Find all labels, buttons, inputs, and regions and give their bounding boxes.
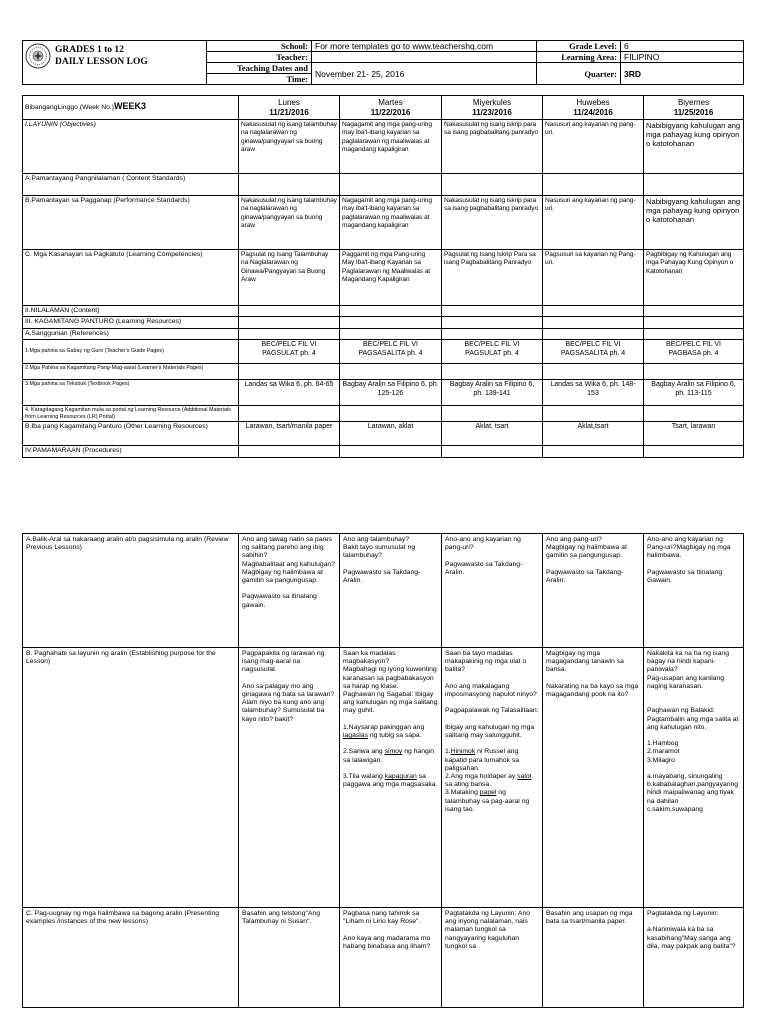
empty-cell xyxy=(644,306,744,317)
review-cell: Ano-ano ang kayarian ng pang-uri? Pagwawasto sa Takdang-Aralin. xyxy=(442,534,543,648)
lm-label: 2.Mga Pahina sa Kagamitang Pang-Mag-aaral (Learner's Materials Pages) xyxy=(23,364,239,380)
content-standards-label: A.Pamantayang Pangnilalaman ( Content Standards) xyxy=(23,174,239,196)
day-date: 11/25/2016 xyxy=(673,107,714,117)
empty-cell xyxy=(340,306,442,317)
area-label: Learning Area: xyxy=(537,52,621,63)
teacher-value xyxy=(312,52,537,63)
objective-cell: Nakasusulat ng isang talambuhay na naglalarawan ng ginawa/pangyayari sa buong araw xyxy=(239,120,340,174)
references-label: A.Sanggunian (References) xyxy=(23,328,239,339)
competency-cell: Paggamit ng mga Pang-uring May Iba't-ibang Kayarian sa Paglalarawan ng Maaliwalas at Magandang Kapaligiran xyxy=(340,250,442,306)
empty-cell xyxy=(442,306,543,317)
purpose-text: Saan ba tayo madalas makapakinig ng mga ulat o balita? Ano ang makalagang imposmasyong napulot ninyo? Pagpapalawak ng Talasalitaan: Ibigay ang kahulugan ng mga salitang may salungguhit. 1. xyxy=(445,650,539,756)
competency-cell: Pagsulat ng Isang Talambuhay na Naglalarawan ng Ginawa/Pangyayari sa Buong Araw xyxy=(239,250,340,306)
purpose-text: Saan ka madalas magbakasyon? Magbahagi ng iyong kuwenting karanasan sa pagbabakasyon sa harap ng klase. Paghawan ng Sagabal: Ibigay ang kahulugan ng mga salitang may guhit. 1.Naysarap pakinggan ang xyxy=(343,650,438,731)
review-cell: Ano ang pang-uri? Magbigay ng halimbawa at gamitin sa pangungusap. Pagwawasto sa Takdang-Aralin. xyxy=(543,534,644,648)
other-resource-cell: Larawan, aklat xyxy=(340,422,442,446)
grade-label: Grade Level: xyxy=(537,41,621,52)
day-header xyxy=(340,96,442,120)
purpose-text: sa ating bansa. 3.Malaking xyxy=(445,781,492,797)
review-cell: Ano-ano ang kayarian ng Pang-uri?Magbigay ng mga halimbawa. Pagwawasto sa Itinalang Gawain. xyxy=(644,534,744,648)
competency-cell: Pagbibigay ng Kahulugan ang mga Pahayag Kung Opinyon o Katotohanan xyxy=(644,250,744,306)
procedures-label: IV.PAMAMARAAN (Procedures) xyxy=(23,446,239,457)
day-date: 11/21/2016 xyxy=(269,107,309,117)
objective-cell: Nagagamit ang mga pang-uring may iba't-ibang kayarian sa paglalarawan ng maaliwalas at magandang kapaligiran xyxy=(340,120,442,174)
empty-cell xyxy=(340,406,442,422)
day-name: Martes xyxy=(378,98,403,107)
objective-cell: Nakasusulat ng isang iskrip para sa isang pagbabalitang panradyo xyxy=(442,120,543,174)
empty-cell xyxy=(239,364,340,380)
empty-cell xyxy=(543,406,644,422)
day-header xyxy=(442,96,543,120)
other-resource-cell: Aklat,tsart xyxy=(543,422,644,446)
day-header xyxy=(644,96,744,120)
area-value: FILIPINO xyxy=(621,52,744,63)
procedures-table xyxy=(22,533,744,1008)
day-name: Biyernes xyxy=(677,98,710,107)
underlined-word: Hinimok xyxy=(450,748,476,756)
grade-value: 6 xyxy=(621,41,744,52)
week-number: WEEK3 xyxy=(114,101,147,112)
empty-cell xyxy=(543,446,644,457)
title-line1: GRADES 1 to 12 xyxy=(55,45,124,55)
underlined-word: kapaguran xyxy=(384,773,417,781)
tg-label: 1.Mga pahina sa Gabay ng Guro (Teacher's Guide Pages) xyxy=(23,340,239,364)
empty-cell xyxy=(340,317,442,328)
purpose-cell xyxy=(442,648,543,908)
empty-cell xyxy=(543,328,644,339)
empty-cell xyxy=(340,328,442,339)
empty-cell xyxy=(442,446,543,457)
school-value: For more templates go to www.teachershq.com xyxy=(312,41,537,52)
purpose-cell xyxy=(340,648,442,908)
purpose-text: ng tubig sa sapa. 2.Sariwa ang xyxy=(343,732,422,756)
deped-seal-icon xyxy=(25,43,51,69)
underlined-word: simoy xyxy=(384,748,403,756)
examples-cell: Pagtatakda ng Layunin: Ano ang inyong nalalaman, nais malaman tungkol sa nangyayaring kaguluhan tungkol sa xyxy=(442,908,543,1008)
school-label: School: xyxy=(207,41,312,52)
performance-cell: Nabibigyang kahulugan ang mga pahayag kung opinyon o katotohanan xyxy=(644,196,744,250)
empty-cell xyxy=(644,174,744,196)
teacher-label: Teacher: xyxy=(207,52,312,63)
tg-cell: BEC/PELC FIL VI PAGSULAT ph. 4 xyxy=(442,340,543,364)
empty-cell xyxy=(442,174,543,196)
competency-cell: Pagsusuri sa kayarian ng Pang-uri. xyxy=(543,250,644,306)
empty-cell xyxy=(340,446,442,457)
empty-cell xyxy=(239,174,340,196)
empty-cell xyxy=(239,406,340,422)
tg-cell: BEC/PELC FIL VI PAGSASALITA ph. 4 xyxy=(340,340,442,364)
purpose-text: ng talambuhay sa pag-aaral ng isang tao. xyxy=(445,789,530,813)
empty-cell xyxy=(340,364,442,380)
dates-value: November 21- 25, 2016 xyxy=(312,63,537,85)
empty-cell xyxy=(442,364,543,380)
empty-cell xyxy=(644,317,744,328)
textbook-label: 3.Mga pahina sa Teksbuk (Textbook Pages) xyxy=(23,380,239,406)
underlined-word: salot xyxy=(517,773,532,781)
empty-cell xyxy=(442,328,543,339)
objective-cell: Nasusuri ang kayarian ng pang-uri. xyxy=(543,120,644,174)
day-name: Huwebes xyxy=(576,98,610,107)
underlined-word: lagaslas xyxy=(343,732,368,740)
purpose-cell: Nakakita ka na ba ng isang bagay na hindi kapani-paniwala? Pag-usapan ang kanilang naging karanasan. Paghawan ng Balakid: Pagtambalin ang mga salita at ang kahulugan nito. 1.Hambog 2.maramot 3.Milagro a.mayabang, sinungaling b.kababalaghan,pangyayaring hindi maipaliwanag ang tiyak na dahilan c.sakim,suwapang xyxy=(644,648,744,908)
review-cell: Ano ang talambuhay? Bakit tayo sumusulat ng talambuhay? Pagwawasto sa Takdang-Aralin. xyxy=(340,534,442,648)
underlined-word: papel xyxy=(479,789,497,797)
empty-cell xyxy=(239,328,340,339)
empty-cell xyxy=(644,406,744,422)
tg-cell: BEC/PELC FIL VI PAGSULAT ph. 4 xyxy=(239,340,340,364)
examples-cell: Pagtatakda ng Layunin: a.Naniniwala ka ba sa kasabihang"May sanga ang dila, may pakpak ang balita"? xyxy=(644,908,744,1008)
textbook-cell: Bagbay Aralin sa Filipino 6, ph. 139-141 xyxy=(442,380,543,406)
empty-cell xyxy=(543,174,644,196)
day-date: 11/22/2016 xyxy=(370,107,411,117)
examples-label: C. Pag-uugnay ng mga halimbawa sa bagong aralin (Presenting examples /instances of the new lessons) xyxy=(23,908,239,1008)
day-header xyxy=(239,96,340,120)
empty-cell xyxy=(644,446,744,457)
empty-cell xyxy=(644,328,744,339)
dates-label-1: Teaching Dates and xyxy=(207,63,312,74)
empty-cell xyxy=(239,446,340,457)
performance-standards-label: B.Pamantayan sa Pagganap (Performance Standards) xyxy=(23,196,239,250)
purpose-cell: Pagpapakita ng larawan ng isang mag-aaral na nagsusulat. Ano sa palagay mo ang ginagawa ng bata sa larawan? Alam niyo ba kung ano ang talambuhay? Sumusulat ba kayo nito? bakit? xyxy=(239,648,340,908)
quarter-label: Quarter: xyxy=(537,63,621,85)
competency-cell: Pagsulat ng Isang Iskrip Para sa isang Pagbabalitang Panradyo xyxy=(442,250,543,306)
other-resource-cell: Aklat, tsart xyxy=(442,422,543,446)
empty-cell xyxy=(340,174,442,196)
day-name: Miyerkules xyxy=(472,98,512,107)
examples-cell: Basahin ang usapan ng mga bata sa tsart/manila paper. xyxy=(543,908,644,1008)
review-label: A.Balik-Aral sa nakaraang aralin at/o pagsisimula ng aralin (Review Previous Lessons) xyxy=(23,534,239,648)
other-resources-label: B.Iba pang Kagamitang Panturo (Other Learning Resources) xyxy=(23,422,239,446)
weekly-plan-table xyxy=(22,95,744,458)
header-table xyxy=(22,40,744,85)
tg-cell: BEC/PELC FIL VI PAGSASALITA ph. 4 xyxy=(543,340,644,364)
textbook-cell: Bagbay Aralin sa Filipino 6, ph. 125-126 xyxy=(340,380,442,406)
resources-label: III. KAGAMITANG PANTURO (Learning Resources) xyxy=(23,317,239,328)
textbook-cell: Landas sa Wika 6, ph. 64-65 xyxy=(239,380,340,406)
header-logo-cell xyxy=(23,41,207,85)
dates-label-2: Time: xyxy=(207,74,312,85)
tg-cell: BEC/PELC FIL VI PAGBASA ph. 4 xyxy=(644,340,744,364)
empty-cell xyxy=(442,317,543,328)
textbook-cell: Landas sa Wika 6, ph. 148-153 xyxy=(543,380,644,406)
day-header xyxy=(543,96,644,120)
week-cell xyxy=(23,96,239,120)
performance-cell: Nasusuri ang kayarian ng pang-uri. xyxy=(543,196,644,250)
other-resource-cell: Tsart, larawan xyxy=(644,422,744,446)
empty-cell xyxy=(543,306,644,317)
purpose-text: ni Russel ang kapatid para lumahok sa paligsahan. 2.Ang mga holdaper ay xyxy=(445,748,520,781)
review-cell: Ano ang tawag natin sa pares ng salitang pareho ang ibig sabihin? Magbabalitaat ang kahulugan? Magbigay ng halimbawa at gamitin sa pangungusap. Pagwawasto sa itinalang gawain. xyxy=(239,534,340,648)
performance-cell: Nakasusulat ng isang talambuhay na naglalarawan ng ginawa/pangyayari sa buong araw xyxy=(239,196,340,250)
competencies-label: C. Mga Kasanayan sa Pagkatuto (Learning Competencies) xyxy=(23,250,239,306)
purpose-cell: Magbigay ng mga magagandang tanawin sa bansa. Nakarating na ba kayo sa mga magagandang pook na ito? xyxy=(543,648,644,908)
content-label: II.NILALAMAN (Content) xyxy=(23,306,239,317)
textbook-cell: Bagbay Aralin sa Filipino 6, ph. 113-115 xyxy=(644,380,744,406)
empty-cell xyxy=(543,317,644,328)
week-prefix: BibangangLinggo (Week No.) xyxy=(25,104,115,112)
empty-cell xyxy=(543,364,644,380)
performance-cell: Nagagamit ang mga pang-uring may iba't-ibang kayarian sa paglalarawan ng maaliwalas at magandang kapaligiran xyxy=(340,196,442,250)
examples-cell: Basahin ang telstong"Ang Talambuhay ni Susan". xyxy=(239,908,340,1008)
empty-cell xyxy=(239,306,340,317)
other-resource-cell: Larawan, tsart/manila paper xyxy=(239,422,340,446)
empty-cell xyxy=(442,406,543,422)
examples-cell: Pagbasa nang tahimik sa "Liham ni Lirio kay Rose". Ano kaya ang madarama mo habang binabasa ang liham? xyxy=(340,908,442,1008)
empty-cell xyxy=(644,364,744,380)
title-line2: DAILY LESSON LOG xyxy=(55,57,148,67)
lr-portal-label: 4. Karagdagang Kagamitan mula sa portal ng Learning Resource (Additional Materials from Learning Resources (LR) Portal) xyxy=(23,406,239,422)
performance-cell: Nakasusulat ng isang iskrip para sa isang pagbabalitang panradyo xyxy=(442,196,543,250)
day-date: 11/24/2016 xyxy=(573,107,613,117)
day-name: Lunes xyxy=(278,98,300,107)
empty-cell xyxy=(239,317,340,328)
day-date: 11/23/2016 xyxy=(472,107,512,117)
purpose-text: sa paggawa ang mga magsasaka. xyxy=(343,773,438,789)
objectives-label: I.LAYUNIN (Objectives) xyxy=(23,120,239,174)
purpose-text: ng hangin sa lalawigan. 3.Tila walang xyxy=(343,748,435,781)
objective-cell: Nabibigyang kahulugan ang mga pahayag kung opinyon o katotohanan xyxy=(644,120,744,174)
quarter-value: 3RD xyxy=(621,63,744,85)
purpose-label: B. Paghahabi sa layunin ng aralin (Establishing purpose for the Lesson) xyxy=(23,648,239,908)
